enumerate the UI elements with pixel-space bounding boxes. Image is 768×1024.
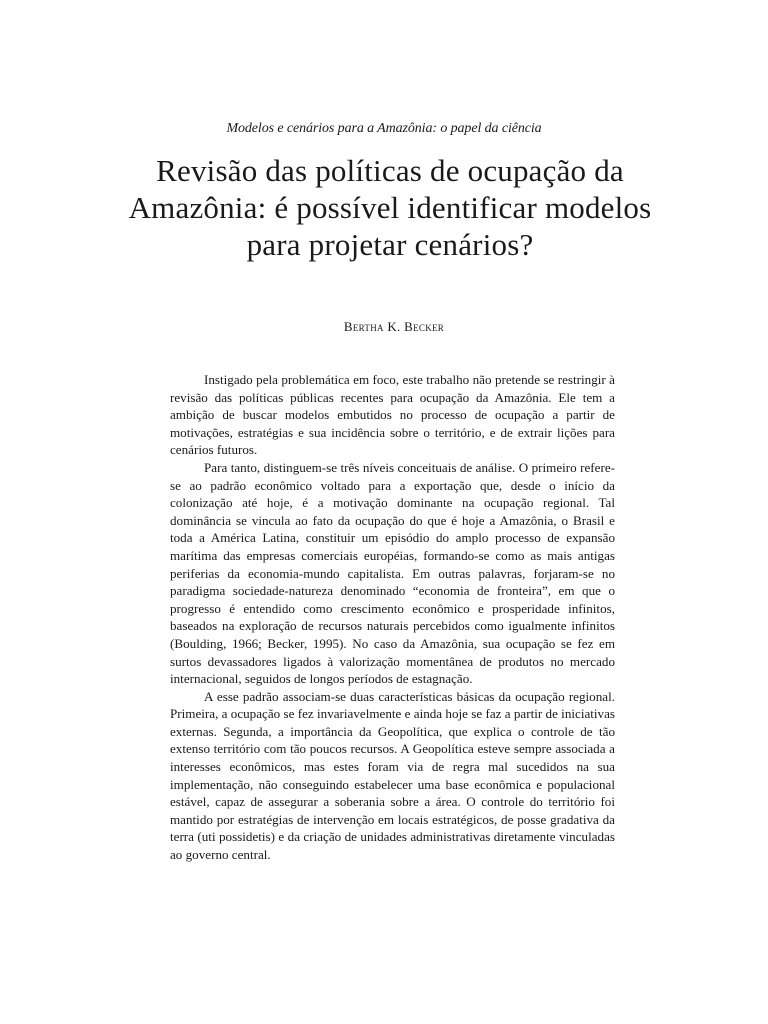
article-title: Revisão das políticas de ocupação da Amazônia: é possível identificar modelos para projetar cenários? bbox=[128, 153, 652, 262]
paragraph-1: Instigado pela problemática em foco, este trabalho não pretende se restringir à revisão das políticas públicas recentes para ocupação da Amazônia. Ele tem a ambição de buscar modelos embutidos no processo de ocupação a partir de motivações, estratégias e sua incidência sobre o território, e de extrair lições para cenários futuros. bbox=[170, 372, 615, 458]
paragraph-2: Para tanto, distinguem-se três níveis conceituais de análise. O primeiro refere-se ao padrão econômico voltado para a exportação que, desde o início da colonização até hoje, é a motivação dominante na ocupação regional. Tal dominância se vincula ao fato da ocupação do que é hoje a Amazônia, o Brasil e toda a América Latina, constituir um episódio do amplo processo de expansão marítima das empresas comerciais européias, formando-se como as mais antigas periferias da economia-mundo capitalista. Em outras palavras, forjaram-se no paradigma sociedade-natureza denominado “economia de fronteira”, em que o progresso é entendido como crescimento econômico e prosperidade infinitos, baseados na exploração de recursos naturais percebidos como igualmente infinitos (Boulding, 1966; Becker, 1995). No caso da Amazônia, sua ocupação se fez em surtos devassadores ligados à valorização momentânea de produtos no mercado internacional, seguidos de longos períodos de estagnação. bbox=[170, 459, 615, 687]
paragraph-3: A esse padrão associam-se duas características básicas da ocupação regional. Primeira, a ocupação se fez invariavelmente e ainda hoje se faz a partir de iniciativas externas. Segunda, a importância da Geopolítica, que explica o controle de tão extenso território com tão poucos recursos. A Geopolítica esteve sempre associada a interesses econômicos, mas estes foram via de regra mal sucedidos na sua implementação, não conseguindo estabelecer uma base econômica e populacional estável, capaz de assegurar a soberania sobre a área. O controle do território foi mantido por estratégias de intervenção em locais estratégicos, de posse gradativa da terra (uti possidetis) e da criação de unidades administrativas diretamente vinculadas ao governo central. bbox=[170, 688, 615, 863]
article-body bbox=[170, 371, 615, 864]
running-head: Modelos e cenários para a Amazônia: o papel da ciência bbox=[226, 121, 542, 136]
author-name: Bertha K. Becker bbox=[343, 319, 445, 334]
